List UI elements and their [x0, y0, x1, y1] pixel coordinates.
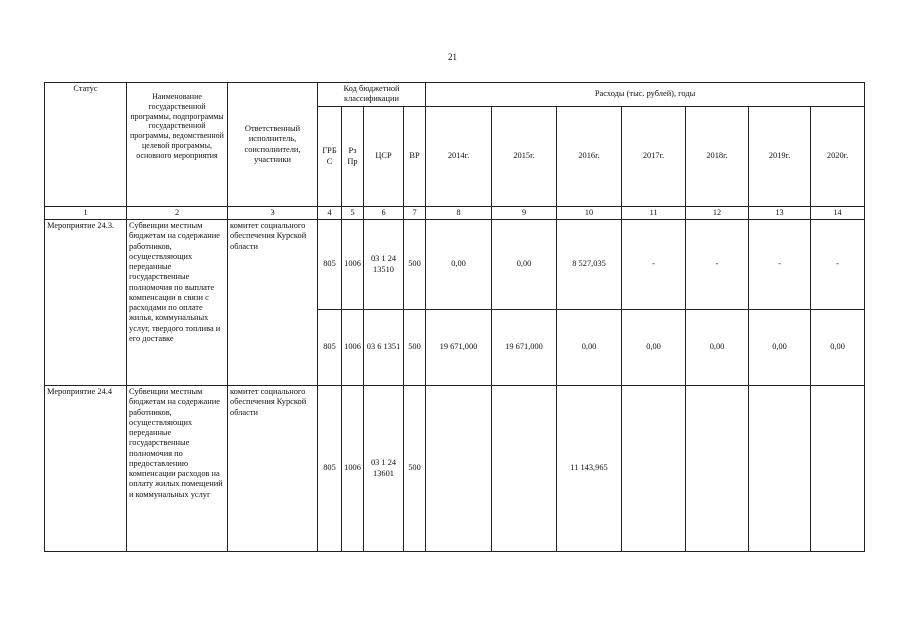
- column-number: 14: [811, 207, 865, 220]
- row-program-name: Субвенции местным бюджетам на содержание работников, осуществляющих переданные государственные полномочия по предоставлению компенсации расходов на оплату жилых помещений и коммунальных услуг: [127, 386, 228, 552]
- cell-value: [622, 386, 686, 552]
- header-year: 2015г.: [492, 107, 557, 207]
- cell-value: -: [811, 220, 865, 310]
- column-number: 4: [318, 207, 342, 220]
- cell-value: -: [622, 220, 686, 310]
- header-rzpr: Рз Пр: [342, 107, 364, 207]
- cell-csr: 03 6 1351: [364, 310, 404, 386]
- cell-grbs: 805: [318, 220, 342, 310]
- table-row: [45, 386, 865, 552]
- header-executor: Ответственный исполнитель, соисполнители, участники: [228, 83, 318, 207]
- cell-grbs: 805: [318, 386, 342, 552]
- cell-value: 0,00: [622, 310, 686, 386]
- cell-rzpr: 1006: [342, 220, 364, 310]
- column-number: 11: [622, 207, 686, 220]
- cell-value: 0,00: [686, 310, 749, 386]
- header-year: 2017г.: [622, 107, 686, 207]
- cell-value: -: [749, 220, 811, 310]
- cell-vr: 500: [404, 310, 426, 386]
- column-number-row: [45, 207, 865, 220]
- column-number: 5: [342, 207, 364, 220]
- column-number: 3: [228, 207, 318, 220]
- cell-value: [492, 386, 557, 552]
- cell-value: [686, 386, 749, 552]
- column-number: 13: [749, 207, 811, 220]
- budget-table: [44, 82, 865, 552]
- cell-value: [811, 386, 865, 552]
- cell-value: [426, 386, 492, 552]
- column-number: 9: [492, 207, 557, 220]
- header-status: Статус: [45, 83, 127, 207]
- column-number: 2: [127, 207, 228, 220]
- header-expenses: Расходы (тыс. рублей), годы: [426, 83, 865, 107]
- cell-vr: 500: [404, 386, 426, 552]
- header-csr: ЦСР: [364, 107, 404, 207]
- cell-csr: 03 1 24 13601: [364, 386, 404, 552]
- column-number: 6: [364, 207, 404, 220]
- header-row-1: [45, 83, 865, 107]
- column-number: 7: [404, 207, 426, 220]
- cell-csr: 03 1 24 13510: [364, 220, 404, 310]
- cell-value: [749, 386, 811, 552]
- row-executor: комитет социального обеспечения Курской области: [228, 220, 318, 386]
- row-status: Мероприятие 24.4: [45, 386, 127, 552]
- header-year: 2020г.: [811, 107, 865, 207]
- cell-value: 11 143,965: [557, 386, 622, 552]
- cell-vr: 500: [404, 220, 426, 310]
- cell-value: -: [686, 220, 749, 310]
- cell-value: 8 527,035: [557, 220, 622, 310]
- row-program-name: Субвенции местным бюджетам на содержание работников, осуществляющих переданные государственные полномочия по выплате компенсации в связи с расходами по оплате жилья, коммунальных услуг, твердого топлива и его доставке: [127, 220, 228, 386]
- header-year: 2019г.: [749, 107, 811, 207]
- header-grbs: ГРБС: [318, 107, 342, 207]
- cell-value: 0,00: [811, 310, 865, 386]
- cell-value: 0,00: [426, 220, 492, 310]
- row-status: Мероприятие 24.3.: [45, 220, 127, 386]
- column-number: 12: [686, 207, 749, 220]
- header-year: 2016г.: [557, 107, 622, 207]
- cell-value: 0,00: [749, 310, 811, 386]
- cell-grbs: 805: [318, 310, 342, 386]
- page-number: 21: [448, 52, 457, 62]
- cell-value: 0,00: [492, 220, 557, 310]
- header-budget-code: Код бюджетной классификации: [318, 83, 426, 107]
- header-year: 2018г.: [686, 107, 749, 207]
- cell-rzpr: 1006: [342, 386, 364, 552]
- cell-value: 19 671,000: [492, 310, 557, 386]
- header-year: 2014г.: [426, 107, 492, 207]
- column-number: 1: [45, 207, 127, 220]
- row-executor: комитет социального обеспечения Курской области: [228, 386, 318, 552]
- cell-value: 19 671,000: [426, 310, 492, 386]
- header-program-name: Наименование государственной программы, подпрограммы государственной программы, ведомственной целевой программы, основного мероприятия: [127, 83, 228, 207]
- cell-rzpr: 1006: [342, 310, 364, 386]
- cell-value: 0,00: [557, 310, 622, 386]
- table-row: [45, 220, 865, 310]
- column-number: 10: [557, 207, 622, 220]
- header-vr: ВР: [404, 107, 426, 207]
- column-number: 8: [426, 207, 492, 220]
